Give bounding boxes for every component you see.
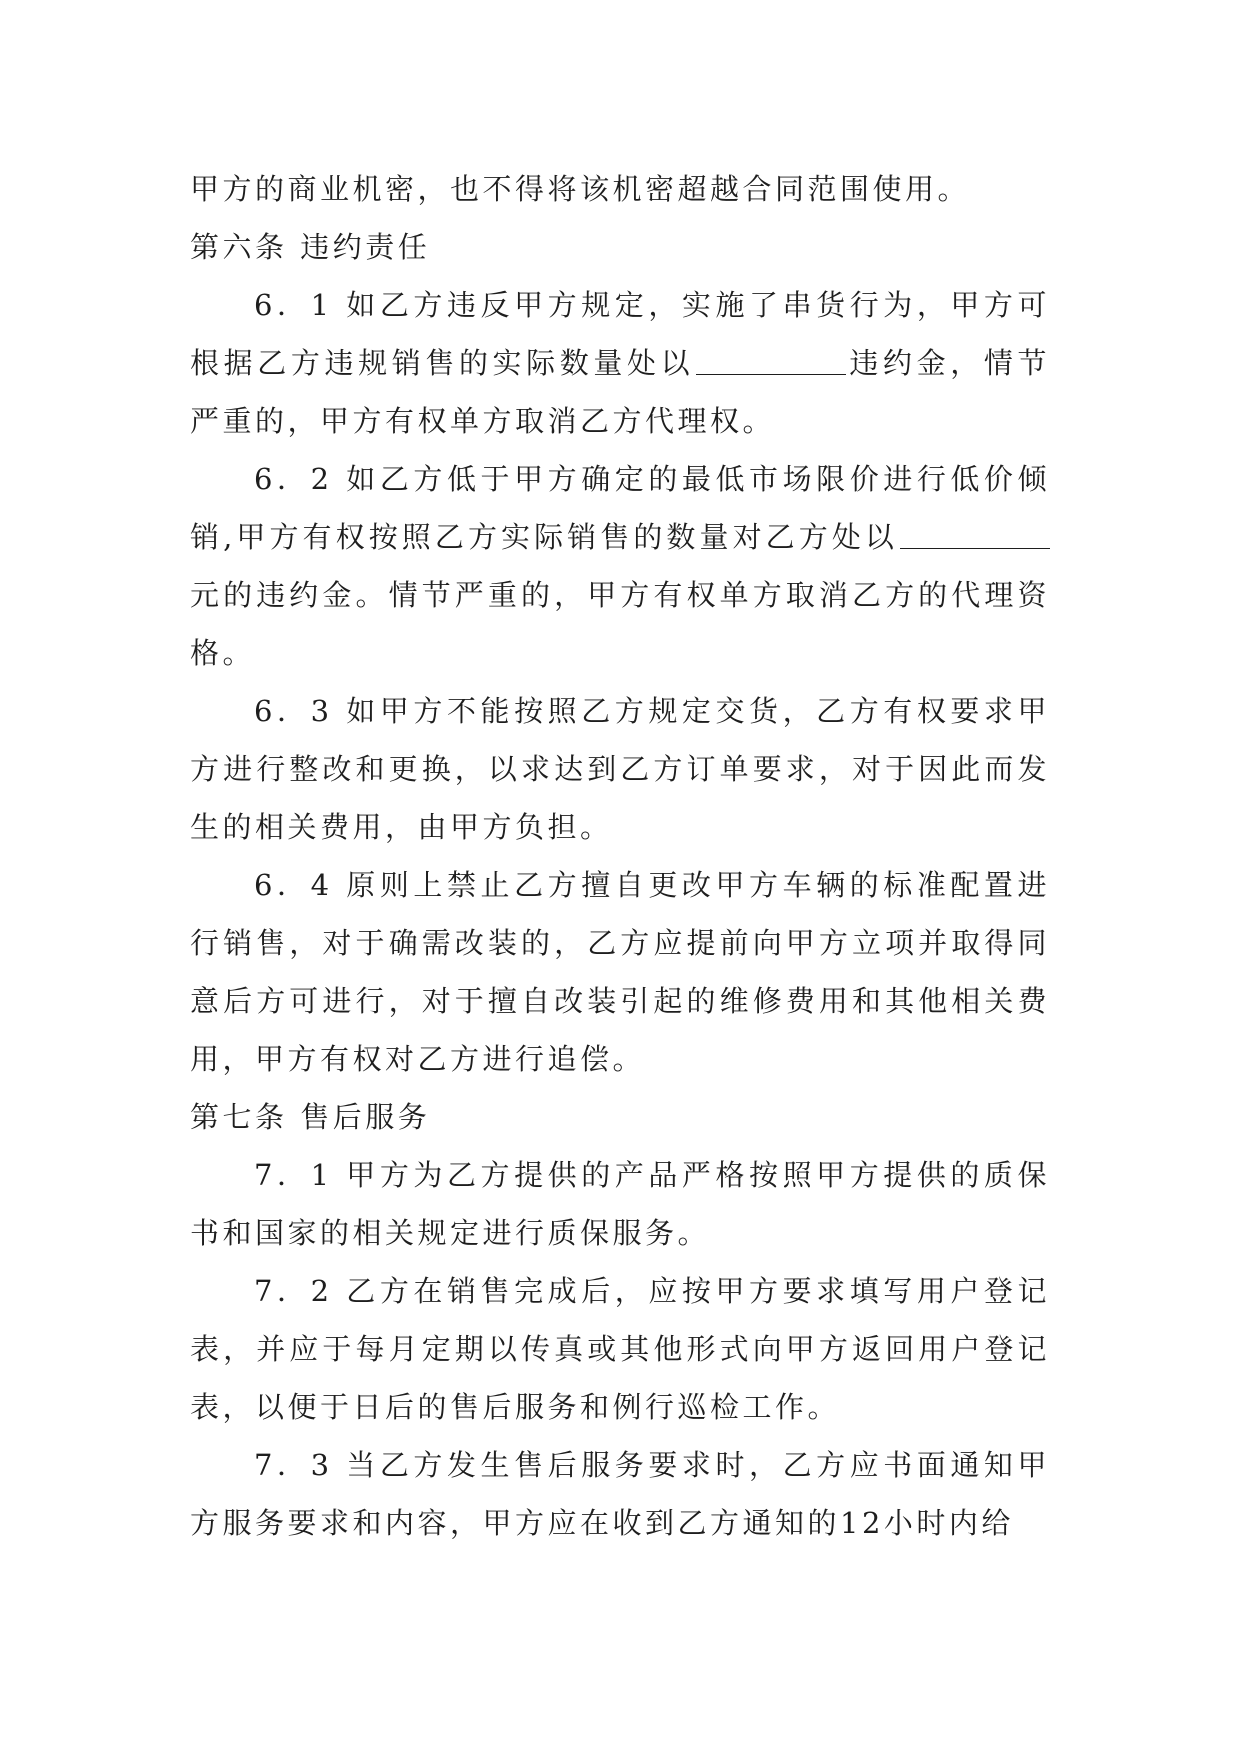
- clause-6-3: 6．3 如甲方不能按照乙方规定交货，乙方有权要求甲方进行整改和更换，以求达到乙方订单要求，对于因此而发生的相关费用，由甲方负担。: [190, 694, 1050, 844]
- clause-6-2-text-b: 元的违约金。情节严重的，甲方有权单方取消乙方的代理资格。: [190, 578, 1050, 670]
- clause-6-4: 6．4 原则上禁止乙方擅自更改甲方车辆的标准配置进行销售，对于确需改装的，乙方应提前向甲方立项并取得同意后方可进行，对于擅自改装引起的维修费用和其他相关费用，甲方有权对乙方进行追偿。: [190, 868, 1050, 1076]
- article-6-heading: 第六条 违约责任: [190, 230, 431, 264]
- clause-7-1: 7．1 甲方为乙方提供的产品严格按照甲方提供的质保书和国家的相关规定进行质保服务。: [190, 1158, 1050, 1250]
- clause-6-1-text-b: 违约金，情节严重的，甲方有权单方取消乙方代理权。: [190, 346, 1050, 438]
- clause-7-2: 7．2 乙方在销售完成后，应按甲方要求填写用户登记表，并应于每月定期以传真或其他形式向甲方返回用户登记表，以便于日后的售后服务和例行巡检工作。: [190, 1274, 1050, 1424]
- document-body: [190, 160, 1050, 1552]
- clause-6-2: [190, 450, 1050, 682]
- article-7-heading: 第七条 售后服务: [190, 1100, 431, 1134]
- clause-6-1-text-a: 6．1 如乙方违反甲方规定，实施了串货行为，甲方可根据乙方违规销售的实际数量处以: [190, 288, 1050, 380]
- clause-6-1: [190, 276, 1050, 450]
- carryover-paragraph: 甲方的商业机密，也不得将该机密超越合同范围使用。: [190, 172, 971, 206]
- fill-blank-6-1[interactable]: [696, 344, 846, 375]
- clause-6-2-text-a: 6．2 如乙方低于甲方确定的最低市场限价进行低价倾销,甲方有权按照乙方实际销售的数量对乙方处以: [190, 462, 1050, 554]
- fill-blank-6-2[interactable]: [900, 518, 1050, 549]
- clause-7-3: 7．3 当乙方发生售后服务要求时，乙方应书面通知甲方服务要求和内容，甲方应在收到乙方通知的12小时内给: [190, 1448, 1050, 1540]
